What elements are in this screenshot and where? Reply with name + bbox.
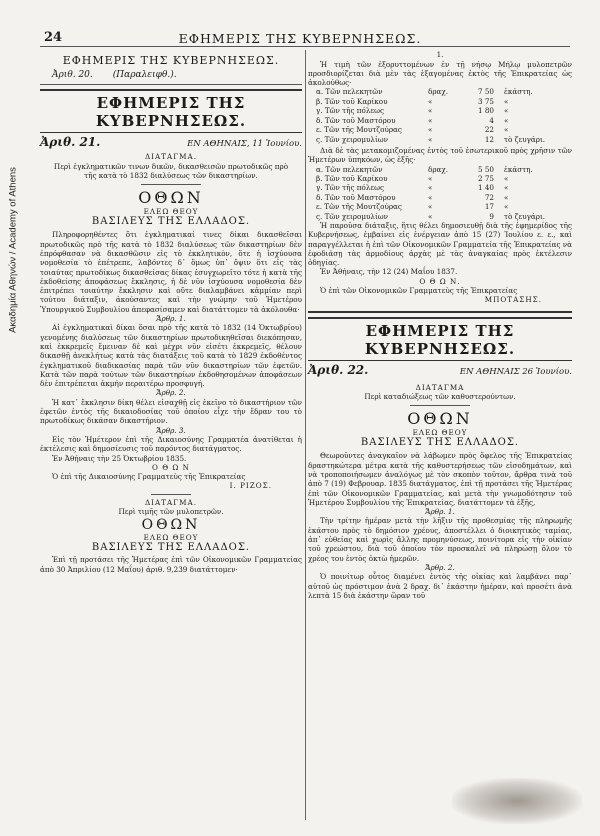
- price-unit: «: [504, 125, 509, 135]
- page-number: 24: [44, 30, 63, 45]
- price-unit: «: [504, 106, 509, 116]
- king-name: ΟΘΩΝ: [138, 187, 204, 207]
- separator: [141, 184, 201, 185]
- price-value: 4: [489, 115, 494, 125]
- price-row: [308, 193, 572, 202]
- decree-subject: Περὶ τιμῆς τῶν μυλοπετρῶν.: [118, 507, 224, 517]
- issue-date: ΕΝ ΑΘΗΝΑΙΣ, 11 Ἰουνίου.: [187, 139, 302, 149]
- currency: «: [428, 173, 433, 183]
- issue-date: ΕΝ ΑΘΗΝΑΙΣ 26 Ἰουνίου.: [459, 366, 572, 377]
- article-label: Ἄρθρ. 3.: [156, 425, 186, 435]
- price-value: 5 50: [477, 164, 494, 174]
- item-name: δ. Τῶν τοῦ Μαστόρου: [316, 192, 396, 202]
- minister-name: ΜΠΟΤΑΣΗΣ.: [484, 295, 542, 305]
- column-divider: [305, 50, 306, 820]
- price-row: [308, 106, 572, 115]
- price-unit: «: [504, 202, 509, 212]
- currency: «: [428, 106, 433, 116]
- item-name: α. Τῶν πελεκητῶν: [316, 87, 383, 97]
- price-row: [308, 212, 572, 221]
- currency: «: [428, 125, 433, 135]
- currency: «: [428, 183, 433, 193]
- price-unit: τὸ ζευγάρι.: [504, 211, 546, 221]
- price-value: 12: [484, 134, 494, 144]
- currency: «: [428, 134, 433, 144]
- king-title: ΒΑΣΙΛΕΥΣ ΤΗΣ ΕΛΛΑΔΟΣ.: [360, 437, 520, 449]
- minister-line: Ὁ ἐπὶ τῆς Δικαιοσύνης Γραμματεὺς τῆς Ἐπικρατείας: [52, 472, 246, 482]
- left-column: [40, 50, 302, 574]
- article-text: Αἱ ἐγκληματικαὶ δίκαι ὅσαι πρὸ τῆς κατὰ τὸ 1832 (14 Ὀκτωβρίου) γενομένης διαλύσεως τῶν δικαστηρίων πρωτοδικηθεῖσαι διεκόπησαν, καὶ ἐκκρεμεῖς ἔμειναν δὲ καὶ μέχρι νῦν εἰσέτι ἐκκρεμεῖς, θέλουν δικασθῇ ἀνεκλήτως κατὰ τὰς διατάξεις τοῦ κατὰ τὸ 1829 ἐκδοθέντος ἐγκληματικοῦ διαδικασίας παρὰ τῶν νῦν δικαστηρίων τῶν ἐφετῶν. Κατὰ τῶν παρὰ τούτων τῶν δικαστηρίων ἐκδοθησομένων ἀποφάσεων δὲν ἐπιτρέπεται ἀκμήν περαιτέρω προσφυγή.: [40, 323, 302, 389]
- price-value: 7 50: [477, 87, 494, 97]
- issue-number: Ἀριθ. 21.: [40, 135, 101, 149]
- price-row: [308, 174, 572, 183]
- item-name: ε. Τῶν τῆς Μουτζούρας: [316, 125, 402, 135]
- price-unit: «: [504, 173, 509, 183]
- issue-number-row: [40, 135, 302, 149]
- item-name: ς. Τῶν χειρομυλίων: [316, 211, 388, 221]
- prev-issue-note: (Παραλειφθ.).: [112, 70, 177, 80]
- prev-issue-number-row: [40, 70, 302, 80]
- price-value: 3 75: [477, 96, 494, 106]
- article-label: Ἄρθρ. 1.: [425, 507, 455, 517]
- decree-subject: Περὶ ἐγκληματικῶν τινων δικῶν, δικασθεισῶν πρωτοδικῶς πρὸ τῆς κατὰ τὸ 1832 διαλύσεως τῶν δικαστηρίων.: [53, 161, 289, 181]
- price-value: 2 75: [477, 173, 494, 183]
- price-row: [308, 183, 572, 192]
- currency: δραχ.: [428, 164, 449, 174]
- grace-of-god: ΕΛΕΩ ΘΕΟΥ: [143, 206, 199, 216]
- decree-subject: Περὶ καταδιώξεως τῶν καθυστερούντων.: [364, 392, 516, 402]
- item-name: β. Τῶν τοῦ Καρίκου: [316, 173, 388, 183]
- decree-provision: Ἡ παροῦσα διάταξις, ἥτις θέλει δημοσιευθῇ διὰ τῆς ἐφημερίδος τῆς Κυβερνήσεως, ἐμβαίνει εἰς ἐνέργειαν ἀπὸ 15 (27) Ἰουλίου ε. ε., καὶ παραγγέλλεται ἡ ἐπὶ τῶν Οἰκονομικῶν Γραμματεία τῆς Ἐπικρατείας νὰ ἐφοδιάσῃ τὰς ἁρμοδίους ἀρχὰς μὲ τὰς ἀναγκαίας πρὸς ἐκτέλεσιν ὁδηγίας.: [308, 220, 572, 268]
- currency: «: [428, 192, 433, 202]
- price-unit: «: [504, 115, 509, 125]
- separator: [151, 494, 191, 495]
- price-row: [308, 125, 572, 134]
- currency: «: [428, 202, 433, 212]
- archive-label: Ακαδημία Αθηνών / Academy of Athens: [7, 167, 19, 333]
- price-intro-domestic: Διὰ δὲ τὰς μετακομιζομένας ἐντὸς τοῦ ἐσωτερικοῦ πρὸς χρῆσιν τῶν Ἡμετέρων ὑπηκόων, ὡς ἑξῆς·: [308, 145, 572, 165]
- issue-number: Ἀριθ. 22.: [308, 362, 369, 377]
- currency: δραχ.: [428, 87, 449, 97]
- currency: «: [428, 211, 433, 221]
- price-row: [308, 165, 572, 174]
- right-column: [308, 50, 572, 600]
- decree-date: Ἐν Ἀθήναις τὴν 25 Ὀκτωβρίου 1835.: [52, 453, 187, 463]
- decree-title: ΔΙΑΤΑΓΜΑ: [415, 382, 465, 392]
- prev-issue-head: ΕΦΗΜΕΡΙΣ ΤΗΣ ΚΥΒΕΡΝΗΣΕΩΣ.: [62, 54, 280, 67]
- price-unit: «: [504, 192, 509, 202]
- king-title: ΒΑΣΙΛΕΥΣ ΤΗΣ ΕΛΛΑΔΟΣ.: [91, 542, 251, 554]
- price-row: [308, 97, 572, 106]
- item-name: γ. Τῶν τῆς πόλεως: [316, 106, 384, 116]
- header-rule: [40, 46, 570, 47]
- price-value: 72: [484, 192, 494, 202]
- article-label: Ἄρθρ. 2.: [425, 562, 455, 572]
- masthead: ΕΦΗΜΕΡΙΣ ΤΗΣ ΚΥΒΕΡΝΗΣΕΩΣ.: [364, 321, 516, 358]
- price-intro: Ἡ τιμὴ τῶν ἐξορυττομένων ἐν τῇ νήσῳ Μήλῳ μυλοπετρῶν προσδιορίζεται διὰ μὲν τὰς ἐξαγομένας ἐκτὸς τῆς Ἐπικρατείας ὡς ἀκολούθως·: [308, 59, 572, 88]
- item-name: ε. Τῶν τῆς Μουτζούρας: [316, 202, 402, 212]
- item-name: γ. Τῶν τῆς πόλεως: [316, 183, 384, 193]
- prev-issue-number: Ἀριθ. 20.: [52, 70, 93, 80]
- grace-of-god: ΕΛΕΩ ΘΕΟΥ: [412, 427, 468, 437]
- decree-preamble: Θεωροῦντες ἀναγκαῖον νὰ λάβωμεν πρὸς ὄφελος τῆς Ἐπικρατείας δραστηκώτερα μέτρα κατὰ τῆς καθυστερήσεως τῶν εἰσοδημάτων, καὶ νὰ τροποποιήσωμεν ἀναλόγως μὲ τὸν σκοπὸν τοῦτον, ἄρθρα τινὰ τοῦ ἀπὸ 7 (19) Φεβρουαρ. 1835 διατάγματος, ἐπὶ τῇ προτάσει τῆς Ἡμετέρας ἐπὶ τῶν Οἰκονομικῶν Γραμματείας, καὶ μετὰ τὴν γνωμοδότησιν τοῦ Ἡμετέρου Συμβουλίου τῆς Ἐπικρατείας, διατάττομεν τὰ ἑξῆς,: [308, 451, 572, 507]
- grace-of-god: ΕΛΕΩ ΘΕΟΥ: [143, 532, 199, 542]
- article-text: Τὴν τρίτην ἡμέραν μετὰ τὴν λῆξιν τῆς προθεσμίας τῆς πληρωμῆς ἑκάστου πρὸς τὸ δημόσιον χρέους, ἀποστέλλει ὁ διοικητικὸς ταμίας, ἀπ᾽ εὐθείας καὶ χωρὶς ἄλλης προμηνύσεως, ποινίτορα εἰς τὴν οἰκίαν τοῦ χρεώστου, διὰ τοῦ ὁποίου τὸν προσκαλεῖ νὰ πληρώσῃ ὅλον τὸ χρέος του ἐντὸς ὀκτὼ ἡμερῶν.: [308, 516, 572, 563]
- price-unit: «: [504, 183, 509, 193]
- separator: [410, 405, 470, 406]
- price-row: [308, 135, 572, 144]
- item-name: α. Τῶν πελεκητῶν: [316, 164, 383, 174]
- separator: [308, 311, 572, 313]
- king-title: ΒΑΣΙΛΕΥΣ ΤΗΣ ΕΛΛΑΔΟΣ.: [91, 216, 251, 228]
- masthead-box: [40, 89, 302, 133]
- section-number: 1.: [436, 50, 444, 59]
- decree-title: ΔΙΑΤΑΓΜΑ.: [144, 152, 198, 161]
- decree-preamble: Ἐπὶ τῇ προτάσει τῆς Ἡμετέρας ἐπὶ τῶν Οἰκονομικῶν Γραμματείας ἀπὸ 30 Ἀπριλίου (12 Μαΐου) ἀριθ. 9,239 διατάττομεν·: [40, 555, 302, 574]
- running-head: ΕΦΗΜΕΡΙΣ ΤΗΣ ΚΥΒΕΡΝΗΣΕΩΣ.: [178, 31, 422, 46]
- currency: «: [428, 96, 433, 106]
- price-table-domestic: [308, 165, 572, 221]
- article-text: Ὁ ποινίτωρ οὗτος διαμένει ἐντὸς τῆς οἰκίας καὶ λαμβάνει παρ᾽ αὐτοῦ ὡς πρόστιμον ἀνὰ 2 δραχ. δι᾽ ἑκάστην ἡμέραν, καὶ προσέτι ἀνὰ λεπτὰ 15 διὰ ἑκάστην ὥραν τοῦ: [308, 572, 572, 600]
- signature-king: Ο Θ Ω Ν.: [419, 276, 461, 286]
- price-value: 9: [489, 211, 494, 221]
- article-label: Ἄρθρ. 1.: [156, 314, 186, 324]
- price-unit: ἑκάστη.: [504, 87, 533, 97]
- decree-date: Ἐν Ἀθήναις, τὴν 12 (24) Μαΐου 1837.: [320, 267, 458, 277]
- price-value: 17: [484, 202, 494, 212]
- currency: «: [428, 115, 433, 125]
- masthead: ΕΦΗΜΕΡΙΣ ΤΗΣ ΚΥΒΕΡΝΗΣΕΩΣ.: [95, 94, 247, 130]
- item-name: ς. Τῶν χειρομυλίων: [316, 134, 388, 144]
- king-name: ΟΘΩΝ: [407, 408, 473, 428]
- minister-name: Ι. ΡΙΖΟΣ.: [229, 481, 272, 491]
- price-unit: ἑκάστη.: [504, 164, 533, 174]
- price-unit: «: [504, 96, 509, 106]
- item-name: β. Τῶν τοῦ Καρίκου: [316, 96, 388, 106]
- decree-preamble: Πληροφορηθέντες ὅτι ἐγκληματικαί τινες δίκαι δικασθεῖσαι πρωτοδικῶς πρὸ τῆς κατὰ τὸ 1832 διαλύσεως τῶν δικαστηρίων δὲν ἐπρόφθασαν νὰ δικασθῶσιν εἰς τὸ ἐκκλητικὸν, ὅτε ἡ ἰσχύουσα νομοθεσία τὸ ἐπέτρεπε, λαβόντες δ᾽ ὅμως ὑπ᾽ ὄψιν ὅτι εἰς τὰς τοιαύτας πρωτοδίκως δικασθείσας δίκας ἐσυγχωρεῖτο τότε ἡ κατὰ τῆς ἐκδοθείσης ἀποφάσεως ἔκκλησις, ἡ δὲ νῦν ἰσχύουσα νομοθεσία δὲν ἐπιτρέπει τοιαύτην ἔκκλησιν καὶ οὔτε διαλαμβάνει κἀμμίαν περὶ τούτου διάταξιν, ἀκούσαντες καὶ τὴν γνώμην τοῦ Ἡμετέρου Ὑπουργικοῦ Συμβουλίου ἀπεφασίσαμεν καὶ διατάττομεν τὰ ἀκόλουθα·: [40, 230, 302, 314]
- price-unit: τὸ ζευγάρι.: [504, 134, 546, 144]
- masthead-box: [308, 317, 572, 361]
- price-row: [308, 202, 572, 211]
- article-text: Εἰς τὸν Ἡμέτερον ἐπὶ τῆς Δικαιοσύνης Γραμματέα ἀνατίθεται ἡ ἐκτέλεσις καὶ δημοσίευσις τοῦ παρόντος διατάγματος.: [40, 434, 302, 454]
- price-table-export: [308, 87, 572, 143]
- price-row: [308, 116, 572, 125]
- article-text: Ἡ κατ᾽ ἔκκλησιν δίκη θέλει εἰσαχθῇ εἰς ἐκεῖνο τὸ δικαστήριον τῶν ἐφετῶν ἐντὸς τῆς δικαιοδοσίας τοῦ ὁποίου εἶχε τὴν ἕδραν του τὸ πρωτοδίκως δικάσαν δικαστήριον.: [40, 397, 302, 426]
- king-name: ΟΘΩΝ: [141, 516, 201, 533]
- price-value: 1 80: [477, 106, 494, 116]
- decree-title: ΔΙΑΤΑΓΜΑ.: [144, 497, 198, 507]
- price-value: 22: [484, 125, 494, 135]
- item-name: δ. Τῶν τοῦ Μαστόρου: [316, 115, 396, 125]
- archive-sidebar: [6, 60, 20, 440]
- library-stamp-mark: [452, 778, 582, 824]
- minister-line: Ὁ ἐπὶ τῶν Οἰκονομικῶν Γραμματεὺς τῆς Ἐπικρατείας: [320, 286, 518, 296]
- signature-king: Ο Θ Ω Ν: [152, 462, 190, 472]
- article-label: Ἄρθρ. 2.: [156, 388, 186, 398]
- price-value: 1 40: [477, 183, 494, 193]
- price-row: [308, 87, 572, 96]
- separator: [40, 84, 302, 85]
- issue-number-row: [308, 363, 572, 377]
